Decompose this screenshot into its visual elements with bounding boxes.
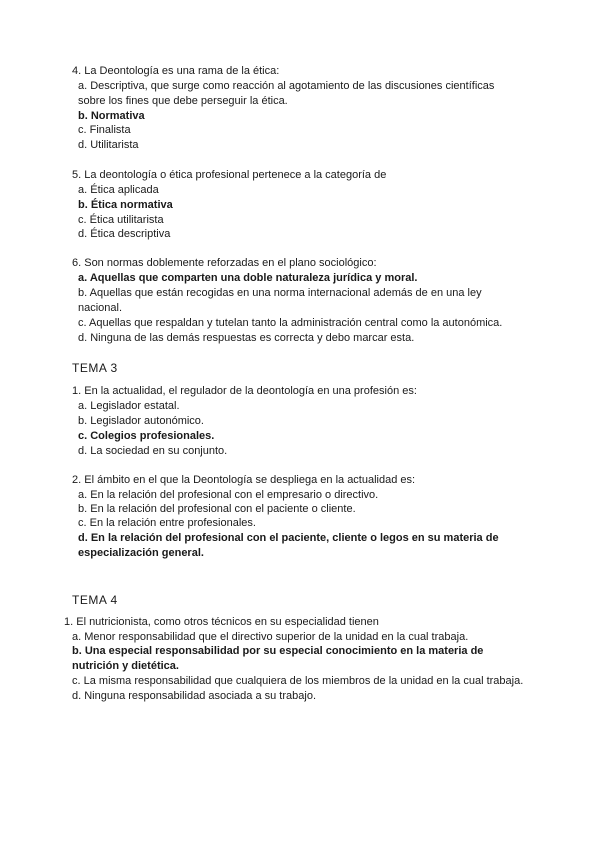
q4-option-d: d. Utilitarista — [78, 139, 139, 151]
q6-option-d: d. Ninguna de las demás respuestas es correcta y debo marcar esta. — [78, 332, 415, 344]
tema4-q1-option-d: d. Ninguna responsabilidad asociada a su trabajo. — [72, 690, 316, 702]
tema4-q1-option-a: a. Menor responsabilidad que el directivo superior de la unidad en la cual trabaja. — [72, 631, 469, 643]
q6-option-a-answer: a. Aquellas que comparten una doble naturaleza jurídica y moral. — [78, 272, 418, 284]
tema4-q1-stem: 1. El nutricionista, como otros técnicos en su especialidad tienen — [64, 616, 379, 628]
q4-stem: 4. La Deontología es una rama de la ética: — [72, 65, 280, 77]
q6-option-b-cont: nacional. — [78, 302, 123, 314]
q4-option-a: a. Descriptiva, que surge como reacción al agotamiento de las discusiones científicas — [78, 80, 495, 92]
q6-stem: 6. Son normas doblemente reforzadas en el plano sociológico: — [72, 257, 377, 269]
tema3-q2-option-c: c. En la relación entre profesionales. — [78, 517, 256, 529]
tema3-heading: TEMA 3 — [72, 361, 118, 375]
tema4-heading: TEMA 4 — [72, 593, 118, 607]
tema3-q2-option-d-answer: d. En la relación del profesional con el paciente, cliente o legos en su materia de — [78, 532, 499, 544]
q6-option-b: b. Aquellas que están recogidas en una norma internacional además de en una ley — [78, 287, 482, 299]
tema3-q1-option-b: b. Legislador autonómico. — [78, 415, 204, 427]
tema3-q1-stem: 1. En la actualidad, el regulador de la deontología en una profesión es: — [72, 385, 417, 397]
tema3-q2-option-a: a. En la relación del profesional con el empresario o directivo. — [78, 489, 379, 501]
tema3-q1-option-d: d. La sociedad en su conjunto. — [78, 445, 228, 457]
q6-option-c: c. Aquellas que respaldan y tutelan tanto la administración central como la autonómica. — [78, 317, 503, 329]
tema3-q2-option-d-answer-cont: especialización general. — [78, 547, 204, 559]
q4-option-a-cont: sobre los fines que debe perseguir la ética. — [78, 95, 288, 107]
q5-option-c: c. Ética utilitarista — [78, 214, 164, 226]
q5-stem: 5. La deontología o ética profesional pertenece a la categoría de — [72, 169, 387, 181]
tema3-q2-stem: 2. El ámbito en el que la Deontología se despliega en la actualidad es: — [72, 474, 416, 486]
tema4-q1-option-b-answer-cont: nutrición y dietética. — [72, 660, 179, 672]
q5-option-d: d. Ética descriptiva — [78, 228, 171, 240]
tema3-q1-option-c-answer: c. Colegios profesionales. — [78, 430, 215, 442]
q4-option-c: c. Finalista — [78, 124, 131, 136]
q5-option-a: a. Ética aplicada — [78, 184, 159, 196]
tema4-q1-option-b-answer: b. Una especial responsabilidad por su especial conocimiento en la materia de — [72, 645, 484, 657]
tema4-q1-option-c: c. La misma responsabilidad que cualquiera de los miembros de la unidad en la cual trabaja. — [72, 675, 524, 687]
tema3-q2-option-b: b. En la relación del profesional con el paciente o cliente. — [78, 503, 356, 515]
tema3-q1-option-a: a. Legislador estatal. — [78, 400, 180, 412]
q4-option-b-answer: b. Normativa — [78, 110, 145, 122]
q5-option-b-answer: b. Ética normativa — [78, 199, 173, 211]
